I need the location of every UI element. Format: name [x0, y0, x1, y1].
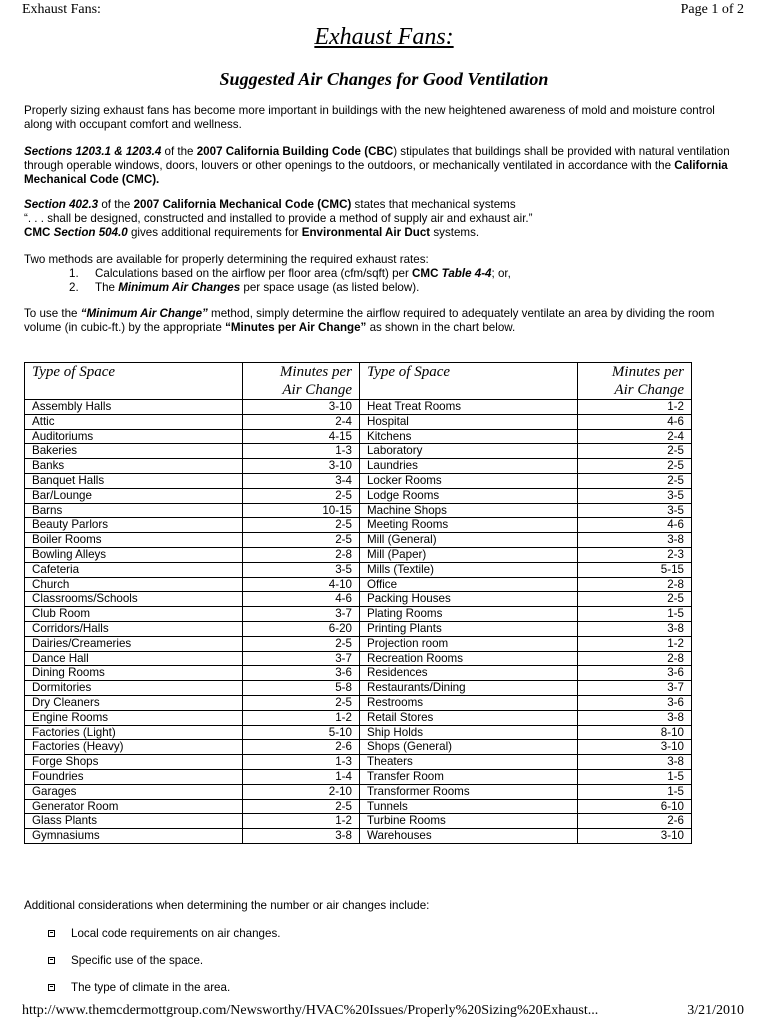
space-name: Dairies/Creameries: [25, 636, 243, 651]
consideration-item: [48, 981, 230, 994]
header-minutes-1: [243, 363, 360, 400]
minutes-value: 2-5: [243, 695, 360, 710]
cmc-text-4: systems.: [430, 226, 480, 240]
space-name: Mill (General): [359, 533, 577, 548]
minutes-value: 2-3: [577, 547, 691, 562]
page-subtitle: Suggested Air Changes for Good Ventilation: [219, 69, 549, 89]
minutes-value: 3-10: [243, 400, 360, 415]
table-body: [25, 400, 692, 844]
cbc-code: 2007 California Building Code (CBC: [196, 145, 394, 158]
table-row: [25, 784, 692, 799]
space-name: Transformer Rooms: [359, 784, 577, 799]
method-use-paragraph: [24, 307, 746, 335]
space-name: Hospital: [359, 414, 577, 429]
table-header-row: [25, 363, 692, 400]
space-name: Dormitories: [25, 681, 243, 696]
method-2-end: per space usage (as listed below).: [240, 281, 420, 295]
minutes-value: 1-3: [243, 444, 360, 459]
header-minutes-1-line1: Minutes per: [279, 364, 352, 380]
minutes-value: 5-8: [243, 681, 360, 696]
minutes-value: 2-6: [243, 740, 360, 755]
checkbox-bullet-icon: [48, 984, 55, 991]
minutes-value: 3-8: [577, 533, 691, 548]
minutes-value: 2-5: [577, 473, 691, 488]
consideration-text: Specific use of the space.: [71, 954, 204, 967]
space-name: Restaurants/Dining: [359, 681, 577, 696]
cmc-code: 2007 California Mechanical Code (CMC): [133, 198, 352, 211]
space-name: Generator Room: [25, 799, 243, 814]
minutes-value: 4-6: [243, 592, 360, 607]
minutes-value: 2-5: [577, 592, 691, 607]
table-row: [25, 666, 692, 681]
minutes-value: 2-5: [243, 636, 360, 651]
method-use-name: “Minimum Air Change”: [80, 307, 208, 320]
method-use-text-1: To use the: [24, 307, 81, 320]
table-row: [25, 740, 692, 755]
minutes-value: 3-4: [243, 473, 360, 488]
minutes-value: 3-5: [577, 488, 691, 503]
space-name: Recreation Rooms: [359, 651, 577, 666]
table-row: [25, 400, 692, 415]
table-row: [25, 681, 692, 696]
space-name: Printing Plants: [359, 621, 577, 636]
space-name: Attic: [25, 414, 243, 429]
minutes-value: 2-5: [577, 459, 691, 474]
table-row: [25, 710, 692, 725]
minutes-value: 1-4: [243, 769, 360, 784]
space-name: Cafeteria: [25, 562, 243, 577]
header-minutes-2: [577, 363, 691, 400]
cmc-env: Environmental Air Duct: [301, 226, 431, 240]
table-row: [25, 755, 692, 770]
table-row: [25, 429, 692, 444]
space-name: Shops (General): [359, 740, 577, 755]
space-name: Kitchens: [359, 429, 577, 444]
cmc-section: Section 402.3: [24, 198, 99, 211]
table-row: [25, 621, 692, 636]
table-row: [25, 636, 692, 651]
minutes-value: 3-7: [243, 607, 360, 622]
minutes-value: 3-7: [577, 681, 691, 696]
minutes-value: 2-6: [577, 814, 691, 829]
checkbox-bullet-icon: [48, 930, 55, 937]
space-name: Warehouses: [359, 829, 577, 844]
minutes-value: 4-10: [243, 577, 360, 592]
minutes-value: 5-10: [243, 725, 360, 740]
space-name: Ship Holds: [359, 725, 577, 740]
space-name: Dance Hall: [25, 651, 243, 666]
minutes-value: 3-8: [577, 621, 691, 636]
table-row: [25, 488, 692, 503]
space-name: Banks: [25, 459, 243, 474]
space-name: Office: [359, 577, 577, 592]
minutes-value: 2-5: [243, 533, 360, 548]
table-row: [25, 725, 692, 740]
cmc-504: Section 504.0: [53, 226, 128, 240]
air-change-table: [24, 362, 692, 844]
method-2-num: 2.: [69, 281, 79, 295]
checkbox-bullet-icon: [48, 957, 55, 964]
minutes-value: 2-8: [577, 577, 691, 592]
minutes-value: 1-2: [577, 400, 691, 415]
header-minutes-1-line2: Air Change: [282, 382, 352, 398]
table-row: [25, 414, 692, 429]
space-name: Lodge Rooms: [359, 488, 577, 503]
space-name: Barns: [25, 503, 243, 518]
space-name: Classrooms/Schools: [25, 592, 243, 607]
space-name: Laundries: [359, 459, 577, 474]
minutes-value: 2-5: [243, 799, 360, 814]
minutes-value: 10-15: [243, 503, 360, 518]
space-name: Mill (Paper): [359, 547, 577, 562]
method-1-end: ; or,: [491, 267, 511, 281]
minutes-value: 4-6: [577, 518, 691, 533]
table-row: [25, 547, 692, 562]
header-type-of-space-1: Type of Space: [25, 363, 243, 400]
table-row: [25, 459, 692, 474]
intro-paragraph: [24, 104, 746, 132]
space-name: Forge Shops: [25, 755, 243, 770]
space-name: Boiler Rooms: [25, 533, 243, 548]
space-name: Transfer Room: [359, 769, 577, 784]
table-row: [25, 577, 692, 592]
minutes-value: 3-5: [577, 503, 691, 518]
table-row: [25, 444, 692, 459]
cbc-text-1: of the: [161, 145, 197, 158]
space-name: Retail Stores: [359, 710, 577, 725]
table-row: [25, 695, 692, 710]
consideration-text: The type of climate in the area.: [71, 981, 231, 994]
method-1-num: 1.: [69, 267, 79, 281]
method-1-text: Calculations based on the airflow per floor area (cfm/sqft) per: [95, 267, 413, 281]
minutes-value: 3-8: [243, 829, 360, 844]
table-row: [25, 607, 692, 622]
minutes-value: 2-8: [243, 547, 360, 562]
minutes-value: 3-10: [577, 829, 691, 844]
space-name: Engine Rooms: [25, 710, 243, 725]
minutes-value: 3-7: [243, 651, 360, 666]
space-name: Locker Rooms: [359, 473, 577, 488]
space-name: Church: [25, 577, 243, 592]
minutes-value: 2-4: [577, 429, 691, 444]
minutes-value: 6-10: [577, 799, 691, 814]
space-name: Glass Plants: [25, 814, 243, 829]
space-name: Garages: [25, 784, 243, 799]
method-use-term: “Minutes per Air Change”: [225, 321, 367, 335]
table-row: [25, 562, 692, 577]
table-row: [25, 769, 692, 784]
space-name: Projection room: [359, 636, 577, 651]
consideration-item: [48, 927, 280, 940]
cbc-text-2: ) stipulates that buildings shall be provided with natural ventilation through operable windows, doors, louvers or other openings to the outdoors, or mechanically ventilated in accordance with the: [24, 145, 730, 173]
table-row: [25, 518, 692, 533]
minutes-value: 2-5: [243, 518, 360, 533]
table-row: [25, 829, 692, 844]
minutes-value: 1-2: [243, 814, 360, 829]
footer-date: 3/21/2010: [687, 1003, 744, 1018]
minutes-value: 3-10: [243, 459, 360, 474]
space-name: Meeting Rooms: [359, 518, 577, 533]
header-minutes-2-line2: Air Change: [614, 382, 684, 398]
minutes-value: 8-10: [577, 725, 691, 740]
space-name: Bar/Lounge: [25, 488, 243, 503]
method-1-table: Table 4-4: [441, 267, 492, 281]
space-name: Restrooms: [359, 695, 577, 710]
method-2-text: The: [95, 281, 119, 295]
consideration-item: [48, 954, 203, 967]
minutes-value: 2-10: [243, 784, 360, 799]
method-use-text-3: as shown in the chart below.: [366, 321, 516, 335]
header-left: Exhaust Fans:: [22, 2, 101, 17]
space-name: Tunnels: [359, 799, 577, 814]
cmc-label: CMC: [24, 226, 54, 240]
minutes-value: 5-15: [577, 562, 691, 577]
space-name: Laboratory: [359, 444, 577, 459]
method-1-cmc: CMC: [412, 267, 442, 281]
space-name: Packing Houses: [359, 592, 577, 607]
minutes-value: 3-8: [577, 755, 691, 770]
space-name: Bowling Alleys: [25, 547, 243, 562]
table-row: [25, 592, 692, 607]
minutes-value: 1-5: [577, 769, 691, 784]
space-name: Gymnasiums: [25, 829, 243, 844]
methods-paragraph: [24, 253, 746, 296]
cmc-paragraph: [24, 198, 746, 241]
minutes-value: 3-6: [243, 666, 360, 681]
minutes-value: 3-5: [243, 562, 360, 577]
method-2: [24, 281, 746, 295]
cmc-text-3: gives additional requirements for: [127, 226, 302, 240]
considerations-lead: Additional considerations when determining the number or air changes include:: [24, 899, 430, 912]
space-name: Bakeries: [25, 444, 243, 459]
minutes-value: 1-5: [577, 784, 691, 799]
cbc-cmc: California Mechanical Code (CMC).: [24, 159, 728, 187]
header-type-of-space-2: Type of Space: [359, 363, 577, 400]
cmc-text-2: states that mechanical systems: [351, 198, 516, 211]
minutes-value: 2-5: [577, 444, 691, 459]
minutes-value: 1-3: [243, 755, 360, 770]
cmc-text-1: of the: [98, 198, 134, 211]
table-row: [25, 814, 692, 829]
method-2-bold: Minimum Air Changes: [118, 281, 241, 295]
minutes-value: 3-6: [577, 695, 691, 710]
space-name: Mills (Textile): [359, 562, 577, 577]
space-name: Machine Shops: [359, 503, 577, 518]
space-name: Plating Rooms: [359, 607, 577, 622]
method-use-text-2: method, simply determine the airflow required to adequately ventilate an area by dividing the room volume (in cubic-ft.) by the appropriate: [24, 307, 715, 335]
minutes-value: 3-8: [577, 710, 691, 725]
space-name: Heat Treat Rooms: [359, 400, 577, 415]
space-name: Dining Rooms: [25, 666, 243, 681]
page-title: Exhaust Fans:: [314, 24, 454, 50]
cbc-sections: Sections 1203.1 & 1203.4: [24, 145, 162, 158]
table-row: [25, 503, 692, 518]
space-name: Residences: [359, 666, 577, 681]
cmc-quote: “. . . shall be designed, constructed and installed to provide a method of supply air and exhaust air.”: [24, 212, 533, 226]
methods-lead: Two methods are available for properly determining the required exhaust rates:: [24, 253, 429, 266]
intro-text: Properly sizing exhaust fans has become more important in buildings with the new heightened awareness of mold and moisture control along with occupant comfort and wellness.: [24, 104, 715, 132]
header-minutes-2-line1: Minutes per: [611, 364, 684, 380]
minutes-value: 4-15: [243, 429, 360, 444]
table-row: [25, 651, 692, 666]
footer-url: http://www.themcdermottgroup.com/Newsworthy/HVAC%20Issues/Properly%20Sizing%20Exhaust...: [22, 1003, 599, 1018]
table-row: [25, 799, 692, 814]
cbc-paragraph: [24, 145, 746, 188]
minutes-value: 2-5: [243, 488, 360, 503]
minutes-value: 6-20: [243, 621, 360, 636]
space-name: Auditoriums: [25, 429, 243, 444]
space-name: Beauty Parlors: [25, 518, 243, 533]
minutes-value: 2-8: [577, 651, 691, 666]
consideration-text: Local code requirements on air changes.: [71, 927, 281, 940]
table-row: [25, 533, 692, 548]
space-name: Theaters: [359, 755, 577, 770]
minutes-value: 4-6: [577, 414, 691, 429]
space-name: Factories (Heavy): [25, 740, 243, 755]
space-name: Turbine Rooms: [359, 814, 577, 829]
space-name: Banquet Halls: [25, 473, 243, 488]
space-name: Factories (Light): [25, 725, 243, 740]
minutes-value: 3-6: [577, 666, 691, 681]
minutes-value: 2-4: [243, 414, 360, 429]
table-row: [25, 473, 692, 488]
space-name: Club Room: [25, 607, 243, 622]
minutes-value: 1-2: [577, 636, 691, 651]
space-name: Corridors/Halls: [25, 621, 243, 636]
space-name: Foundries: [25, 769, 243, 784]
page-indicator: Page 1 of 2: [680, 2, 744, 17]
space-name: Dry Cleaners: [25, 695, 243, 710]
space-name: Assembly Halls: [25, 400, 243, 415]
minutes-value: 3-10: [577, 740, 691, 755]
method-1: [24, 267, 746, 281]
minutes-value: 1-2: [243, 710, 360, 725]
minutes-value: 1-5: [577, 607, 691, 622]
